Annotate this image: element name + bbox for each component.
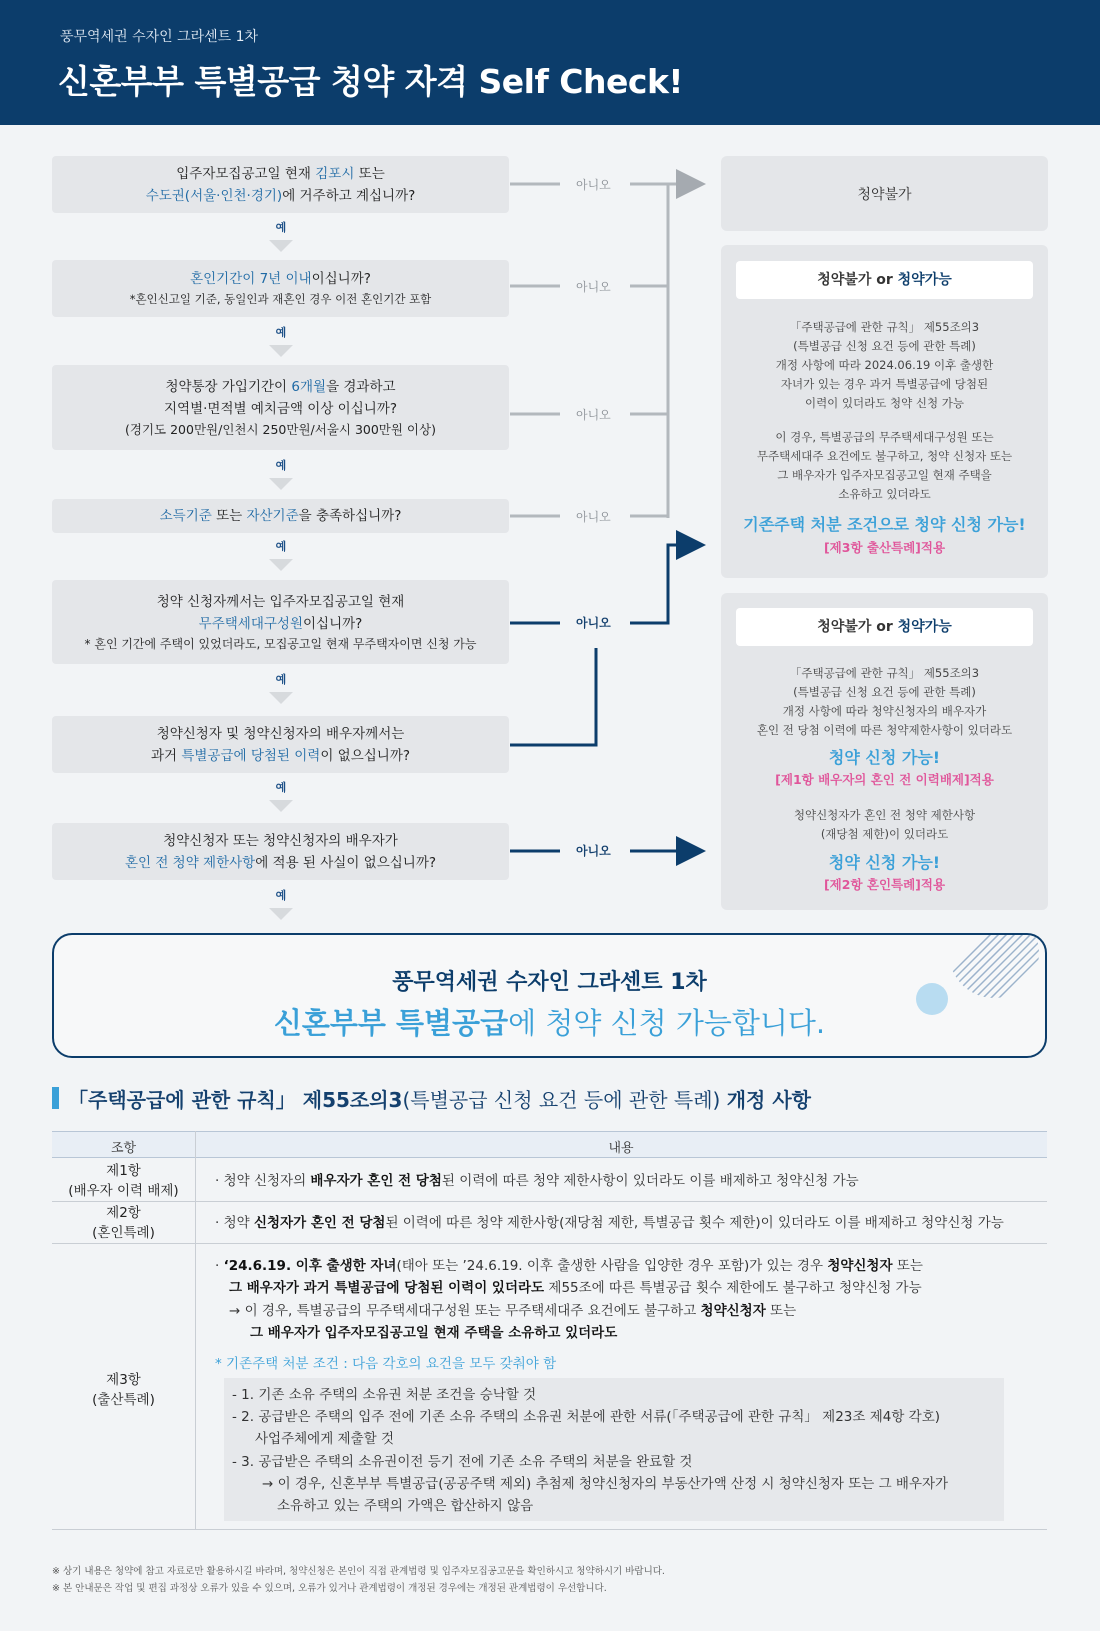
q6-text-post: 이 없으십니까? (320, 747, 411, 764)
down-arrow-icon (269, 345, 293, 357)
condition-item-cont: 사업주체에게 제출할 것 (255, 1431, 394, 1447)
down-arrow-icon (269, 692, 293, 704)
q7-highlight: 혼인 전 청약 제한사항 (124, 854, 256, 871)
table-divider (195, 1131, 196, 1529)
final-project-name: 풍무역세권 수자인 그라센트 1차 (392, 970, 707, 995)
text-line: (특별공급 신청 요건 등에 관한 특례) (793, 685, 976, 699)
question-residence (52, 156, 509, 213)
row1-text: · 청약 신청자의 (215, 1173, 311, 1189)
row3-label: 제3항 (106, 1372, 141, 1388)
result-marriage-text1 (731, 664, 1038, 740)
text-line: 그 배우자가 입주자모집공고일 현재 주택을 (777, 468, 992, 482)
condition-list-box (224, 1378, 1004, 1521)
no-label: 아니오 (576, 616, 611, 630)
final-message-rest: 에 청약 신청 가능합니다. (508, 1006, 826, 1040)
row3-note: * 기존주택 처분 조건 : 다음 각호의 요건을 모두 갖춰야 함 (215, 1356, 557, 1372)
question-income-asset (52, 499, 509, 533)
result-clause2-label: [제2항 혼인특례]적용 (823, 877, 946, 892)
row3-bold5: 그 배우자가 입주자모집공고일 현재 주택을 소유하고 있더라도 (250, 1325, 618, 1341)
text-line: 소유하고 있더라도 (838, 487, 931, 501)
text-line: 혼인 전 당첨 이력에 따른 청약제한사항이 있더라도 (756, 723, 1013, 737)
row2-label: 제2항 (106, 1205, 141, 1221)
question-past-special-supply (52, 716, 509, 773)
condition-item: - 2. 공급받은 주택의 입주 전에 기존 소유 주택의 소유권 처분에 관한 서류(「주택공급에 관한 규칙」 제23조 제4항 각호) (232, 1409, 941, 1425)
table-row-divider (52, 1201, 1047, 1202)
text-line: 이력이 있더라도 청약 신청 가능 (804, 396, 965, 410)
q2-note: *혼인신고일 기준, 동일인과 재혼인 경우 이전 혼인기간 포함 (129, 292, 432, 306)
result-clause2-highlight: 청약 신청 가능! (828, 853, 941, 872)
down-arrow-icon (269, 559, 293, 571)
yes-label: 예 (275, 459, 287, 472)
yes-label: 예 (275, 540, 287, 553)
no-label: 아니오 (576, 510, 611, 524)
row2-content (215, 1212, 1004, 1234)
table-row-divider (52, 1529, 1047, 1530)
text-line: 이 경우, 특별공급의 무주택세대구성원 또는 (775, 430, 994, 444)
final-result-box (52, 933, 1047, 1058)
result-birth-clause: [제3항 출산특례]적용 (823, 540, 946, 555)
row2-bold: 신청자가 혼인 전 당첨 (253, 1215, 386, 1231)
text-line: 개정 사항에 따라 청약신청자의 배우자가 (782, 704, 987, 718)
text-line: 개정 사항에 따라 2024.06.19 이후 출생한 (775, 358, 994, 372)
q1-text-post: 에 거주하고 계십니까? (282, 187, 416, 204)
q6-line1: 청약신청자 및 청약신청자의 배우자께서는 (156, 725, 405, 742)
row2-sublabel: (혼인특례) (92, 1225, 155, 1241)
row1-label: 제1항 (106, 1163, 141, 1179)
result-birth-header-a: 청약불가 or (817, 272, 898, 288)
result-marriage-header-a: 청약불가 or (817, 619, 898, 635)
q2-text: 이십니까? (311, 271, 371, 287)
table-row-label (52, 1370, 195, 1410)
row3-bold4: 청약신청자 (700, 1303, 766, 1319)
section-marker (52, 1087, 59, 1109)
no-label: 아니오 (576, 280, 611, 294)
final-message (54, 1001, 1045, 1042)
final-message-bold: 신혼부부 특별공급 (273, 1006, 509, 1040)
q3-line2: 지역별·면적별 예치금액 이상 이십니까? (164, 401, 397, 417)
row3-sublabel: (출산특례) (92, 1392, 155, 1408)
q3-text-post: 을 경과하고 (326, 379, 396, 395)
row3-text1: (태아 또는 ’24.6.19. 이후 출생한 사람을 입양한 경우 포함)가 있는 경우 (396, 1258, 828, 1274)
row1-bold: 배우자가 혼인 전 당첨 (310, 1173, 442, 1189)
row1-sublabel: (배우자 이력 배제) (68, 1183, 179, 1199)
q4-text-mid: 또는 (211, 508, 247, 524)
question-homeless-household (52, 580, 509, 664)
section-title-bold: 「주택공급에 관한 규칙」 제55조의3 (68, 1088, 403, 1112)
q3-text: 청약통장 가입기간이 (165, 379, 292, 395)
no-label: 아니오 (576, 844, 611, 858)
q6-highlight: 특별공급에 당첨된 이력 (181, 747, 321, 764)
yes-label: 예 (275, 889, 287, 902)
q1-highlight-city: 김포시 (315, 165, 355, 182)
q6-text: 과거 (150, 747, 182, 764)
yes-label: 예 (275, 326, 287, 339)
no-label: 아니오 (576, 178, 611, 192)
q1-text: 입주자모집공고일 현재 (176, 165, 316, 182)
footer-note: ※ 상기 내용은 청약에 참고 자료로만 활용하시길 바라며, 청약신청은 본인이 직접 관계법령 및 입주자모집공고문을 확인하시고 청약하시기 바랍니다. (52, 1566, 665, 1577)
result-marriage-exception (721, 593, 1048, 910)
result-birth-exception (721, 245, 1048, 578)
q3-highlight: 6개월 (291, 379, 327, 395)
q5-line1: 청약 신청자께서는 입주자모집공고일 현재 (156, 593, 405, 610)
table-header-content: 내용 (608, 1141, 634, 1156)
row3-line4 (250, 1322, 617, 1344)
row3-line1 (215, 1255, 923, 1277)
result-birth-text2 (731, 428, 1038, 504)
row3-line2 (229, 1277, 922, 1299)
row1-content (215, 1170, 859, 1192)
question-savings-account (52, 365, 509, 450)
q7-text-post: 에 적용 된 사실이 없으십니까? (255, 854, 437, 871)
condition-item: - 1. 기존 소유 주택의 소유권 처분 조건을 승낙할 것 (232, 1387, 537, 1403)
result-clause1-label: [제1항 배우자의 혼인 전 이력배제]적용 (775, 772, 994, 787)
section-title (68, 1084, 811, 1113)
table-header-clause: 조항 (110, 1141, 137, 1156)
yes-label: 예 (275, 673, 287, 686)
header-subtitle: 풍무역세권 수자인 그라센트 1차 (60, 29, 259, 45)
row3-line3 (229, 1300, 796, 1322)
question-marriage-period (52, 260, 509, 317)
result-clause1-highlight: 청약 신청 가능! (828, 748, 941, 767)
q2-highlight: 혼인기간이 7년 이내 (190, 271, 312, 287)
q4-highlight-asset: 자산기준 (246, 508, 299, 524)
text-line: (재당첨 제한)이 있더라도 (820, 827, 949, 841)
table-row-label (52, 1203, 195, 1243)
q4-highlight-income: 소득기준 (159, 508, 212, 524)
row2-text-post: 된 이력에 따른 청약 제한사항(재당첨 제한, 특별공급 횟수 제한)이 있더라도 이를 배제하고 청약신청 가능 (385, 1215, 1004, 1231)
text-line: 자녀가 있는 경우 과거 특별공급에 당첨된 (780, 377, 989, 391)
row3-bold2: 청약신청자 (827, 1258, 893, 1274)
condition-item: - 3. 공급받은 주택의 소유권이전 등기 전에 기존 소유 주택의 처분을 완료할 것 (232, 1454, 693, 1470)
text-line: 「주택공급에 관한 규칙」 제55조의3 (789, 320, 980, 334)
down-arrow-icon (269, 908, 293, 920)
table-header (52, 1131, 1047, 1158)
text-line: 「주택공급에 관한 규칙」 제55조의3 (789, 666, 980, 680)
yes-label: 예 (275, 221, 287, 234)
row3-text3: → 이 경우, 특별공급의 무주택세대구성원 또는 무주택세대주 요건에도 불구하고 (229, 1303, 701, 1319)
q4-text-post: 을 충족하십니까? (298, 508, 402, 524)
section-title-mid: (특별공급 신청 요건 등에 관한 특례) (402, 1088, 727, 1112)
row3-bold1: ‘24.6.19. 이후 출생한 자녀 (223, 1258, 397, 1274)
page-title: 신혼부부 특별공급 청약 자격 Self Check! (58, 62, 683, 101)
row3-bullet: · (215, 1258, 224, 1274)
q5-highlight: 무주택세대구성원 (198, 615, 303, 632)
result-birth-highlight: 기존주택 처분 조건으로 청약 신청 가능! (743, 515, 1026, 534)
down-arrow-icon (269, 240, 293, 252)
result-ineligible-title: 청약불가 (857, 187, 912, 203)
text-line: (특별공급 신청 요건 등에 관한 특례) (793, 339, 976, 353)
result-ineligible (721, 156, 1048, 231)
down-arrow-icon (269, 478, 293, 490)
result-marriage-header-b: 청약가능 (897, 619, 952, 635)
q5-note: * 혼인 기간에 주택이 있었더라도, 모집공고일 현재 무주택자이면 신청 가능 (84, 636, 477, 651)
footer-note: ※ 본 안내문은 작업 및 편집 과정상 오류가 있을 수 있으며, 오류가 있거나 관계법령이 개정된 경우에는 개정된 관계법령이 우선합니다. (52, 1583, 607, 1594)
row2-text: · 청약 (215, 1215, 254, 1231)
condition-note-cont: 소유하고 있는 주택의 가액은 합산하지 않음 (277, 1498, 534, 1514)
result-birth-text1 (731, 318, 1038, 413)
row3-text2: 제55조에 따른 특별공급 횟수 제한에도 불구하고 청약신청 가능 (544, 1280, 922, 1296)
no-label: 아니오 (576, 408, 611, 422)
down-arrow-icon (269, 800, 293, 812)
q5-text-post: 이십니까? (302, 615, 363, 632)
yes-label: 예 (275, 781, 287, 794)
text-line: 청약신청자가 혼인 전 청약 제한사항 (793, 808, 976, 822)
table-row-label (52, 1161, 195, 1201)
section-title-end: 개정 사항 (726, 1088, 811, 1112)
row3-text1-post: 또는 (892, 1258, 923, 1274)
result-marriage-header (736, 608, 1033, 646)
question-premarriage-restriction (52, 823, 509, 880)
q1-highlight-region: 수도권(서울·인천·경기) (145, 187, 283, 204)
condition-note: → 이 경우, 신혼부부 특별공급(공공주택 제외) 추첨제 청약신청자의 부동산가액 산정 시 청약신청자 또는 그 배우자가 (262, 1476, 949, 1492)
row3-bold3: 그 배우자가 과거 특별공급에 당첨된 이력이 있더라도 (229, 1280, 545, 1296)
q7-line1: 청약신청자 또는 청약신청자의 배우자가 (163, 832, 398, 849)
result-birth-header (736, 261, 1033, 299)
result-birth-header-b: 청약가능 (897, 272, 952, 288)
row1-text-post: 된 이력에 따른 청약 제한사항이 있더라도 이를 배제하고 청약신청 가능 (441, 1173, 859, 1189)
q1-text-mid: 또는 (354, 165, 385, 182)
row3-text3-post: 또는 (765, 1303, 797, 1319)
q3-note: (경기도 200만원/인천시 250만원/서울시 300만원 이상) (125, 422, 436, 437)
text-line: 무주택세대주 요건에도 불구하고, 청약 신청자 또는 (756, 449, 1013, 463)
result-marriage-text2 (731, 806, 1038, 844)
table-row-divider (52, 1243, 1047, 1244)
